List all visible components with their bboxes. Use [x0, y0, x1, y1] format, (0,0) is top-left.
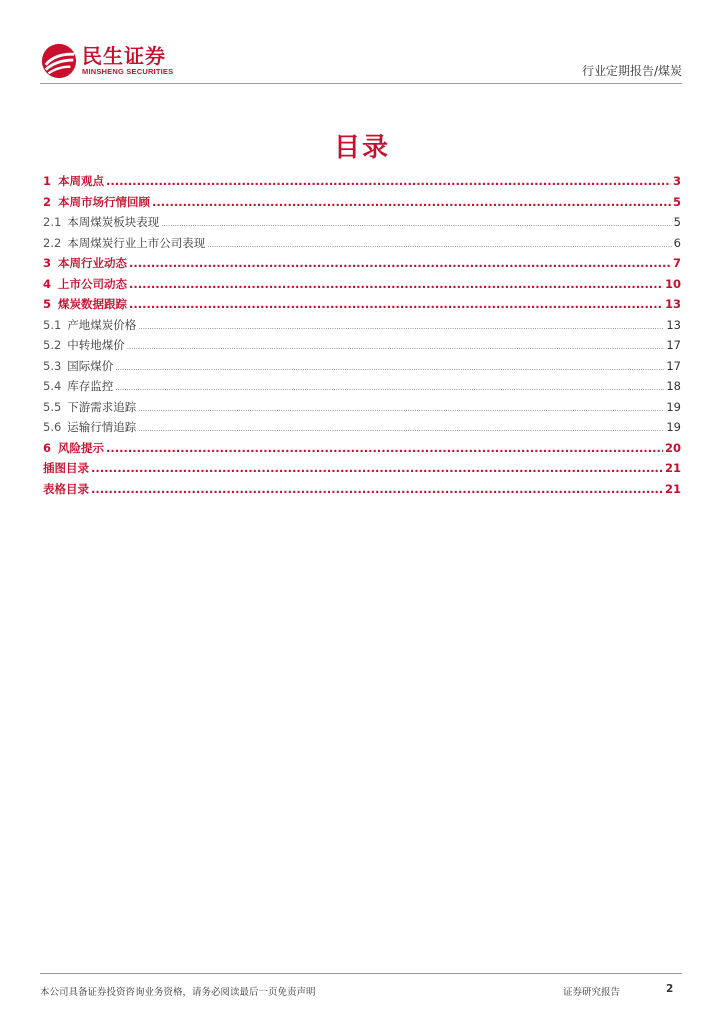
toc-entry-page: 19 [666, 399, 681, 414]
toc-entry-label: 本周市场行情回顾 [58, 194, 151, 209]
toc-entry-page: 10 [664, 276, 681, 291]
toc-entry-number: 5.1 [43, 317, 62, 332]
toc-entry-page: 17 [666, 358, 681, 373]
toc-entry[interactable] [43, 337, 681, 358]
logo-text [82, 45, 173, 77]
toc-entry-label: 表格目录 [43, 481, 89, 496]
toc-entry[interactable] [43, 296, 681, 317]
footer-doc-type: 证券研究报告 [563, 987, 621, 998]
toc-entry-number: 5.4 [43, 379, 62, 393]
toc-entry-number: 4 [43, 276, 52, 291]
toc-entry-page: 5 [672, 194, 681, 209]
footer-divider [40, 973, 682, 974]
toc-entry-label: 上市公司动态 [58, 276, 128, 291]
toc-entry-page: 17 [666, 338, 681, 352]
page-number: 2 [666, 983, 674, 995]
toc-entry-label: 煤炭数据跟踪 [58, 297, 128, 311]
toc-entry-page: 13 [666, 317, 681, 332]
toc-entry-number: 6 [43, 440, 52, 455]
company-name-en: MINSHENG SECURITIES [82, 67, 174, 76]
toc-entry-page: 21 [664, 481, 681, 496]
toc-entry-label: 本周煤炭板块表现 [67, 215, 160, 229]
toc-entry[interactable] [43, 194, 681, 215]
toc-entry[interactable] [43, 214, 681, 235]
toc-dot-leader [106, 441, 663, 455]
toc-dot-leader [127, 343, 665, 351]
toc-dot-leader [91, 482, 663, 496]
company-name-cn: 民生证券 [82, 44, 166, 68]
toc-dot-leader [115, 364, 664, 372]
company-logo [40, 42, 173, 80]
toc-dot-leader [115, 384, 664, 392]
toc-entry-label: 本周观点 [58, 174, 105, 188]
toc-entry-page: 21 [664, 461, 681, 475]
header-divider [40, 83, 682, 84]
toc-entry-number: 5 [43, 297, 52, 311]
toc-entry-number: 5.2 [43, 338, 62, 352]
toc-entry-page: 20 [664, 440, 681, 455]
toc-entry-number: 1 [43, 174, 52, 188]
toc-entry[interactable] [43, 419, 681, 440]
toc-entry-number: 3 [43, 256, 52, 270]
toc-dot-leader [129, 297, 663, 311]
toc-entry-number: 2.1 [43, 215, 62, 229]
toc-dot-leader [152, 195, 671, 209]
toc-dot-leader [138, 323, 664, 331]
toc-entry-number: 5.5 [43, 399, 62, 414]
toc-dot-leader [161, 220, 671, 228]
toc-entry[interactable] [43, 173, 681, 194]
toc-title: 目录 [333, 133, 390, 163]
toc-entry-label: 运输行情追踪 [67, 420, 137, 434]
toc-entry[interactable] [43, 399, 681, 420]
report-type: 行业定期报告/煤炭 [581, 64, 682, 78]
toc-entry[interactable] [43, 235, 681, 256]
toc-entry-page: 7 [672, 256, 681, 270]
toc-entry[interactable] [43, 358, 681, 379]
page-header [40, 40, 682, 84]
toc-entry-page: 13 [664, 297, 681, 311]
toc-dot-leader [138, 425, 664, 433]
footer-disclaimer: 本公司具备证券投资咨询业务资格，请务必阅读最后一页免责声明 [40, 987, 316, 998]
toc-entry-page: 5 [673, 215, 681, 229]
toc-entry[interactable] [43, 460, 681, 481]
toc-entry-page: 3 [672, 174, 681, 188]
toc-entry-label: 下游需求追踪 [67, 399, 137, 414]
toc-entry[interactable] [43, 317, 681, 338]
toc-entry-label: 本周行业动态 [58, 256, 128, 270]
toc-entry-page: 19 [666, 420, 681, 434]
toc-dot-leader [106, 174, 671, 188]
toc-entry[interactable] [43, 440, 681, 461]
toc-entry-label: 中转地煤价 [67, 338, 125, 352]
toc-entry-number: 5.3 [43, 358, 62, 373]
toc-entry[interactable] [43, 255, 681, 276]
table-of-contents [43, 173, 681, 501]
toc-dot-leader [129, 256, 671, 270]
toc-dot-leader [138, 405, 664, 413]
toc-entry-label: 插图目录 [43, 461, 89, 475]
toc-dot-leader [207, 241, 671, 249]
toc-entry[interactable] [43, 378, 681, 399]
toc-entry-label: 风险提示 [58, 440, 105, 455]
toc-dot-leader [129, 277, 663, 291]
toc-entry-label: 国际煤价 [67, 358, 114, 373]
toc-dot-leader [91, 461, 663, 475]
toc-entry-number: 2.2 [43, 235, 62, 250]
toc-entry-label: 本周煤炭行业上市公司表现 [67, 235, 206, 250]
toc-entry-label: 产地煤炭价格 [67, 317, 137, 332]
toc-entry-label: 库存监控 [67, 379, 114, 393]
toc-entry[interactable] [43, 481, 681, 502]
toc-entry-number: 5.6 [43, 420, 62, 434]
toc-entry-page: 18 [666, 379, 681, 393]
toc-entry-page: 6 [673, 235, 681, 250]
toc-entry-number: 2 [43, 194, 52, 209]
toc-entry[interactable] [43, 276, 681, 297]
minsheng-logo-icon [40, 42, 78, 80]
